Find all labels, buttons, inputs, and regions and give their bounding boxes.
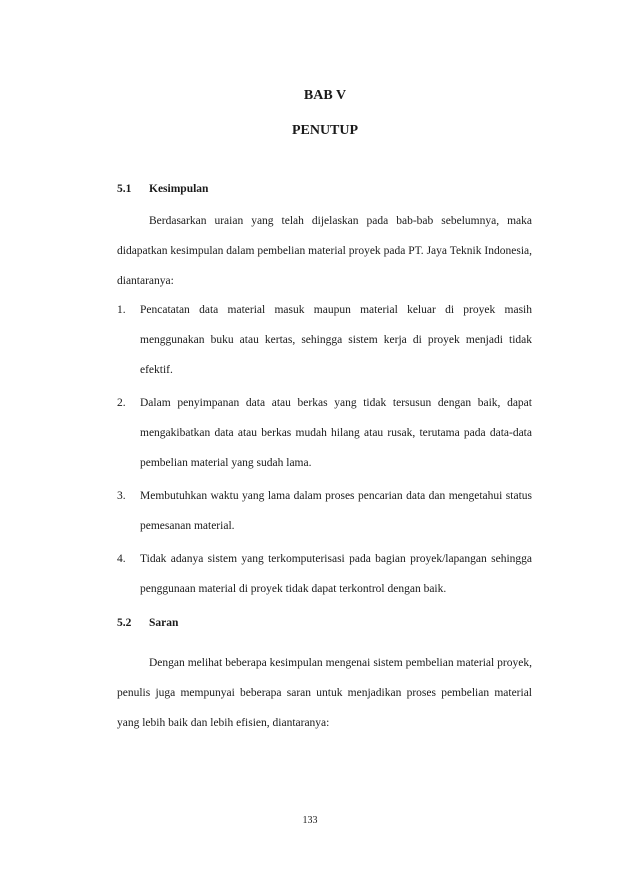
section-title: Kesimpulan	[149, 183, 209, 195]
list-item-number: 2.	[117, 397, 126, 409]
list-item-text: Pencatatan data material masuk maupun material keluar di proyek masih menggunakan buku atau kertas, sehingga sistem kerja di proyek menjadi tidak efektif.	[140, 304, 532, 376]
section-number: 5.2	[117, 617, 132, 629]
chapter-title: PENUTUP	[291, 123, 359, 138]
list-item-number: 1.	[117, 304, 126, 316]
conclusion-intro-paragraph: Berdasarkan uraian yang telah dijelaskan pada bab-bab sebelumnya, maka didapatkan kesimpulan dalam pembelian material proyek pada PT. Jaya Teknik Indonesia, diantaranya:	[117, 215, 532, 287]
conclusion-list	[117, 295, 532, 607]
page-number: 133	[302, 815, 318, 826]
list-item-text: Dalam penyimpanan data atau berkas yang tidak tersusun dengan baik, dapat mengakibatkan data atau berkas mudah hilang atau rusak, terutama pada data-data pembelian material yang sudah lama.	[140, 397, 532, 469]
list-item	[117, 388, 532, 478]
section-title: Saran	[149, 617, 179, 629]
suggestions-intro-paragraph: Dengan melihat beberapa kesimpulan mengenai sistem pembelian material proyek, penulis juga mempunyai beberapa saran untuk menjadikan proses pembelian material yang lebih baik dan lebih efisien, diantaranya:	[117, 657, 532, 729]
list-item	[117, 544, 532, 604]
list-item	[117, 481, 532, 541]
list-item-text: Tidak adanya sistem yang terkomputerisasi pada bagian proyek/lapangan sehingga penggunaan material di proyek tidak dapat terkontrol dengan baik.	[140, 553, 532, 595]
section-heading-conclusion	[117, 183, 208, 195]
chapter-number: BAB V	[303, 88, 347, 103]
list-item-number: 3.	[117, 490, 126, 502]
section-number: 5.1	[117, 183, 132, 195]
list-item-text: Membutuhkan waktu yang lama dalam proses pencarian data dan mengetahui status pemesanan material.	[140, 490, 532, 532]
list-item-number: 4.	[117, 553, 126, 565]
section-heading-suggestions	[117, 617, 178, 629]
list-item	[117, 295, 532, 385]
